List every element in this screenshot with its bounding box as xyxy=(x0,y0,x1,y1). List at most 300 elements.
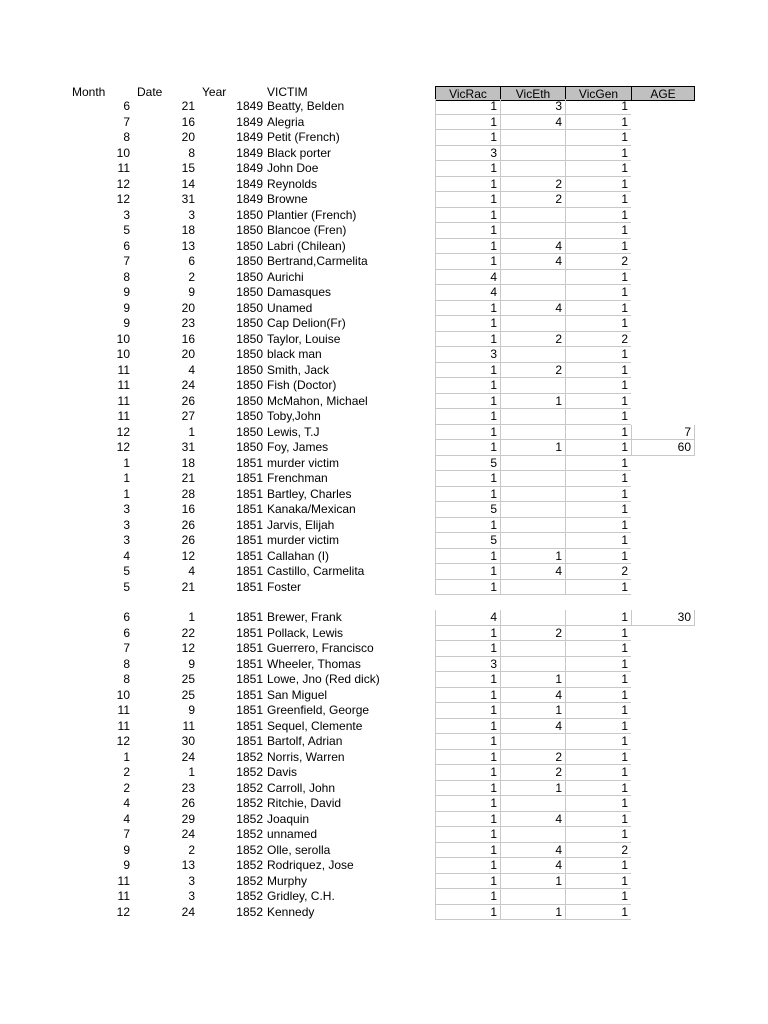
cell-age xyxy=(631,471,695,487)
cell-year: 1849 xyxy=(236,192,263,206)
cell-year: 1849 xyxy=(236,99,263,113)
cell-year: 1849 xyxy=(236,114,263,129)
cell-date: 25 xyxy=(181,687,195,702)
cell-month: 7 xyxy=(123,114,130,129)
cell-date: 20 xyxy=(181,347,195,361)
cell-year: 1852 xyxy=(236,765,263,779)
cell-victim: Lowe, Jno (Red dick) xyxy=(267,672,380,686)
cell-vicrac: 1 xyxy=(435,719,500,735)
cell-year: 1850 xyxy=(236,285,263,299)
cell-date: 20 xyxy=(181,130,195,144)
cell-age xyxy=(631,146,695,162)
table-row xyxy=(0,239,768,255)
cell-month: 11 xyxy=(117,889,130,903)
cell-vicgen: 1 xyxy=(565,471,631,487)
cell-age: 7 xyxy=(631,425,695,441)
cell-vicgen: 1 xyxy=(565,285,631,301)
cell-viceth xyxy=(500,456,565,472)
cell-date: 23 xyxy=(181,316,195,330)
cell-viceth xyxy=(500,270,565,286)
cell-age xyxy=(631,115,695,131)
cell-viceth: 4 xyxy=(500,719,565,735)
cell-viceth: 4 xyxy=(500,858,565,874)
cell-viceth xyxy=(500,347,565,363)
cell-vicgen: 1 xyxy=(565,425,631,441)
cell-month: 9 xyxy=(123,285,130,299)
cell-vicrac: 4 xyxy=(435,285,500,301)
cell-month: 3 xyxy=(123,207,130,222)
table-row xyxy=(0,843,768,859)
cell-vicgen: 1 xyxy=(565,99,631,115)
cell-vicrac: 1 xyxy=(435,641,500,657)
cell-victim: Bartley, Charles xyxy=(267,486,352,501)
cell-vicrac: 1 xyxy=(435,208,500,224)
cell-year: 1852 xyxy=(236,858,263,872)
cell-viceth xyxy=(500,378,565,394)
cell-viceth xyxy=(500,657,565,673)
cell-vicgen: 1 xyxy=(565,347,631,363)
cell-viceth: 4 xyxy=(500,843,565,859)
cell-viceth: 1 xyxy=(500,394,565,410)
cell-vicgen: 1 xyxy=(565,208,631,224)
table-row xyxy=(0,610,768,626)
cell-vicrac: 1 xyxy=(435,471,500,487)
cell-victim: Frenchman xyxy=(267,471,328,485)
cell-vicgen: 1 xyxy=(565,456,631,472)
cell-month: 11 xyxy=(117,161,130,175)
cell-viceth xyxy=(500,425,565,441)
cell-vicrac: 1 xyxy=(435,580,500,596)
table-row xyxy=(0,285,768,301)
cell-age xyxy=(631,703,695,719)
cell-date: 9 xyxy=(188,703,195,717)
table-row xyxy=(0,796,768,812)
cell-viceth: 4 xyxy=(500,115,565,131)
cell-month: 12 xyxy=(116,192,130,206)
cell-victim: Toby,John xyxy=(267,409,321,423)
cell-month: 6 xyxy=(123,99,130,113)
cell-age xyxy=(631,130,695,146)
cell-age: 30 xyxy=(631,610,695,626)
cell-viceth: 3 xyxy=(500,99,565,115)
table-row xyxy=(0,734,768,750)
cell-vicgen: 1 xyxy=(565,394,631,410)
cell-victim: Petit (French) xyxy=(267,130,340,144)
cell-victim: Jarvis, Elijah xyxy=(267,517,335,532)
cell-victim: Lewis, T.J xyxy=(267,424,320,439)
cell-vicgen: 1 xyxy=(565,223,631,239)
cell-year: 1851 xyxy=(236,579,263,594)
cell-year: 1850 xyxy=(236,238,263,253)
cell-month: 7 xyxy=(123,254,130,268)
cell-age xyxy=(631,301,695,317)
table-row xyxy=(0,564,768,580)
cell-vicgen: 2 xyxy=(565,843,631,859)
cell-viceth: 4 xyxy=(500,688,565,704)
cell-victim: Fish (Doctor) xyxy=(267,378,337,392)
cell-date: 26 xyxy=(181,796,195,810)
cell-age xyxy=(631,657,695,673)
cell-date: 16 xyxy=(181,114,195,129)
cell-viceth: 2 xyxy=(500,363,565,379)
cell-viceth xyxy=(500,641,565,657)
cell-viceth: 2 xyxy=(500,626,565,642)
cell-viceth xyxy=(500,533,565,549)
cell-vicgen: 1 xyxy=(565,115,631,131)
cell-victim: Ritchie, David xyxy=(267,796,342,810)
cell-viceth: 4 xyxy=(500,812,565,828)
cell-victim: murder victim xyxy=(267,455,340,470)
cell-vicrac: 3 xyxy=(435,657,500,673)
cell-victim: Wheeler, Thomas xyxy=(267,656,361,671)
cell-age xyxy=(631,409,695,425)
table-row xyxy=(0,347,768,363)
cell-date: 24 xyxy=(181,827,195,841)
cell-year: 1851 xyxy=(236,687,263,702)
cell-viceth xyxy=(500,223,565,239)
cell-viceth xyxy=(500,827,565,843)
cell-month: 6 xyxy=(123,610,130,624)
cell-year: 1852 xyxy=(236,873,263,888)
cell-date: 18 xyxy=(181,223,195,237)
cell-vicrac: 1 xyxy=(435,564,500,580)
cell-date: 26 xyxy=(181,393,195,408)
table-row xyxy=(0,363,768,379)
header-vicrac: VicRac xyxy=(435,86,501,101)
cell-year: 1852 xyxy=(236,749,263,764)
cell-month: 8 xyxy=(123,269,130,284)
cell-date: 8 xyxy=(188,145,195,160)
cell-year: 1850 xyxy=(236,393,263,408)
cell-vicrac: 1 xyxy=(435,703,500,719)
cell-date: 3 xyxy=(188,889,195,903)
cell-month: 10 xyxy=(116,347,130,361)
table-row xyxy=(0,657,768,673)
cell-month: 4 xyxy=(123,811,130,826)
cell-age xyxy=(631,363,695,379)
table-row xyxy=(0,177,768,193)
cell-year: 1851 xyxy=(236,471,263,485)
cell-date: 9 xyxy=(188,656,195,671)
cell-victim: San Miguel xyxy=(267,687,328,702)
cell-year: 1850 xyxy=(236,347,263,361)
cell-date: 16 xyxy=(181,331,195,346)
cell-age xyxy=(631,239,695,255)
cell-month: 9 xyxy=(123,858,130,872)
cell-victim: Davis xyxy=(267,765,298,779)
cell-age xyxy=(631,827,695,843)
cell-vicgen: 1 xyxy=(565,487,631,503)
cell-victim: Taylor, Louise xyxy=(267,331,341,346)
cell-vicgen: 1 xyxy=(565,626,631,642)
cell-month: 2 xyxy=(123,765,130,779)
cell-vicrac: 1 xyxy=(435,750,500,766)
cell-month: 11 xyxy=(117,703,130,717)
cell-victim: Gridley, C.H. xyxy=(267,889,335,903)
cell-year: 1850 xyxy=(236,378,263,392)
cell-victim: Aurichi xyxy=(267,269,304,284)
cell-victim: Carroll, John xyxy=(267,780,336,795)
cell-vicrac: 1 xyxy=(435,765,500,781)
table-row xyxy=(0,192,768,208)
cell-age xyxy=(631,487,695,503)
table-row xyxy=(0,223,768,239)
table-row xyxy=(0,874,768,890)
cell-month: 5 xyxy=(123,564,130,578)
cell-age xyxy=(631,889,695,905)
cell-age xyxy=(631,781,695,797)
cell-age xyxy=(631,285,695,301)
cell-vicgen: 1 xyxy=(565,518,631,534)
cell-year: 1852 xyxy=(236,842,263,857)
cell-viceth: 1 xyxy=(500,781,565,797)
table-row xyxy=(0,146,768,162)
cell-victim: Plantier (French) xyxy=(267,207,357,222)
cell-viceth xyxy=(500,610,565,626)
cell-age xyxy=(631,270,695,286)
cell-date: 11 xyxy=(182,718,195,733)
cell-vicrac: 1 xyxy=(435,626,500,642)
cell-month: 10 xyxy=(116,687,130,702)
cell-vicrac: 1 xyxy=(435,378,500,394)
cell-victim: Olle, serolla xyxy=(267,842,331,857)
cell-vicrac: 1 xyxy=(435,316,500,332)
table-row xyxy=(0,316,768,332)
cell-viceth xyxy=(500,796,565,812)
cell-vicgen: 2 xyxy=(565,254,631,270)
cell-date: 21 xyxy=(181,471,195,485)
cell-date: 26 xyxy=(181,517,195,532)
cell-age xyxy=(631,905,695,921)
cell-age xyxy=(631,347,695,363)
cell-date: 20 xyxy=(181,300,195,315)
cell-vicgen: 1 xyxy=(565,657,631,673)
table-row xyxy=(0,440,768,456)
cell-vicrac: 1 xyxy=(435,487,500,503)
cell-month: 10 xyxy=(116,331,130,346)
cell-viceth xyxy=(500,285,565,301)
cell-month: 6 xyxy=(123,238,130,253)
cell-year: 1850 xyxy=(236,424,263,439)
cell-date: 1 xyxy=(188,765,195,779)
cell-date: 24 xyxy=(181,749,195,764)
cell-date: 3 xyxy=(188,873,195,888)
cell-victim: Joaquin xyxy=(267,811,310,826)
cell-victim: Foy, James xyxy=(267,440,329,454)
cell-victim: Callahan (I) xyxy=(267,548,330,563)
table-row xyxy=(0,161,768,177)
cell-vicrac: 1 xyxy=(435,518,500,534)
cell-year: 1851 xyxy=(236,718,263,733)
table-row xyxy=(0,99,768,115)
cell-vicgen: 1 xyxy=(565,610,631,626)
cell-age xyxy=(631,378,695,394)
cell-vicrac: 3 xyxy=(435,347,500,363)
cell-vicrac: 1 xyxy=(435,440,500,456)
cell-month: 11 xyxy=(117,718,130,733)
cell-vicrac: 1 xyxy=(435,223,500,239)
cell-age xyxy=(631,719,695,735)
cell-viceth: 2 xyxy=(500,332,565,348)
cell-vicgen: 1 xyxy=(565,440,631,456)
cell-year: 1852 xyxy=(236,889,263,903)
cell-date: 2 xyxy=(188,842,195,857)
cell-viceth: 4 xyxy=(500,239,565,255)
cell-victim: Browne xyxy=(267,192,308,206)
table-row xyxy=(0,332,768,348)
cell-date: 15 xyxy=(181,161,195,175)
cell-month: 9 xyxy=(123,300,130,315)
cell-victim: Black porter xyxy=(267,145,332,160)
cell-year: 1850 xyxy=(236,440,263,454)
cell-victim: Bertrand,Carmelita xyxy=(267,254,368,268)
cell-vicgen: 2 xyxy=(565,564,631,580)
cell-vicgen: 1 xyxy=(565,130,631,146)
table-row xyxy=(0,672,768,688)
table-row xyxy=(0,471,768,487)
cell-viceth: 2 xyxy=(500,765,565,781)
cell-year: 1850 xyxy=(236,362,263,377)
cell-year: 1851 xyxy=(236,486,263,501)
cell-date: 30 xyxy=(181,734,195,748)
cell-victim: Kennedy xyxy=(267,904,315,919)
header-date: Date xyxy=(137,85,163,99)
cell-year: 1850 xyxy=(236,409,263,423)
cell-vicgen: 1 xyxy=(565,858,631,874)
cell-viceth: 4 xyxy=(500,564,565,580)
cell-victim: Pollack, Lewis xyxy=(267,625,344,640)
cell-age xyxy=(631,672,695,688)
cell-date: 21 xyxy=(181,579,195,594)
header-viceth: VicEth xyxy=(500,86,566,101)
cell-year: 1851 xyxy=(236,641,263,655)
cell-viceth xyxy=(500,502,565,518)
cell-month: 8 xyxy=(123,656,130,671)
cell-vicrac: 5 xyxy=(435,456,500,472)
table-row xyxy=(0,905,768,921)
table-row xyxy=(0,130,768,146)
cell-victim: Reynolds xyxy=(267,176,318,191)
table-row xyxy=(0,456,768,472)
cell-year: 1851 xyxy=(236,625,263,640)
cell-viceth xyxy=(500,487,565,503)
cell-date: 16 xyxy=(181,502,195,516)
cell-victim: Rodriquez, Jose xyxy=(267,858,354,872)
cell-month: 5 xyxy=(123,579,130,594)
cell-date: 4 xyxy=(188,362,195,377)
cell-vicgen: 1 xyxy=(565,781,631,797)
cell-viceth: 2 xyxy=(500,750,565,766)
cell-vicgen: 1 xyxy=(565,549,631,565)
cell-viceth xyxy=(500,316,565,332)
cell-vicgen: 1 xyxy=(565,889,631,905)
cell-vicgen: 1 xyxy=(565,812,631,828)
cell-viceth xyxy=(500,130,565,146)
cell-age xyxy=(631,192,695,208)
cell-vicrac: 1 xyxy=(435,363,500,379)
cell-vicrac: 1 xyxy=(435,254,500,270)
cell-vicrac: 1 xyxy=(435,409,500,425)
cell-vicgen: 1 xyxy=(565,533,631,549)
table-row xyxy=(0,549,768,565)
cell-victim: Labri (Chilean) xyxy=(267,238,346,253)
cell-year: 1850 xyxy=(236,300,263,315)
cell-age xyxy=(631,580,695,596)
table-row xyxy=(0,270,768,286)
cell-date: 1 xyxy=(188,424,195,439)
cell-victim: Murphy xyxy=(267,873,308,888)
table-row xyxy=(0,425,768,441)
cell-victim: murder victim xyxy=(267,533,340,547)
cell-viceth xyxy=(500,161,565,177)
cell-date: 12 xyxy=(181,548,195,563)
cell-month: 7 xyxy=(123,827,130,841)
cell-vicrac: 1 xyxy=(435,843,500,859)
cell-date: 22 xyxy=(181,625,195,640)
cell-vicgen: 1 xyxy=(565,750,631,766)
table-row xyxy=(0,765,768,781)
cell-month: 12 xyxy=(116,176,130,191)
cell-victim: John Doe xyxy=(267,161,319,175)
cell-year: 1850 xyxy=(236,223,263,237)
cell-age xyxy=(631,161,695,177)
cell-viceth xyxy=(500,208,565,224)
cell-year: 1851 xyxy=(236,656,263,671)
cell-month: 11 xyxy=(117,409,130,423)
cell-victim: Guerrero, Francisco xyxy=(267,641,374,655)
cell-month: 12 xyxy=(116,440,130,454)
cell-age xyxy=(631,549,695,565)
cell-month: 9 xyxy=(123,842,130,857)
cell-date: 26 xyxy=(181,533,195,547)
cell-year: 1851 xyxy=(236,564,263,578)
cell-vicgen: 1 xyxy=(565,641,631,657)
table-row xyxy=(0,827,768,843)
cell-year: 1851 xyxy=(236,610,263,624)
cell-viceth: 1 xyxy=(500,703,565,719)
table-row xyxy=(0,858,768,874)
cell-month: 2 xyxy=(123,780,130,795)
cell-vicrac: 4 xyxy=(435,610,500,626)
cell-year: 1850 xyxy=(236,316,263,330)
cell-age xyxy=(631,502,695,518)
cell-age xyxy=(631,254,695,270)
cell-vicgen: 1 xyxy=(565,796,631,812)
cell-vicrac: 5 xyxy=(435,533,500,549)
cell-vicgen: 1 xyxy=(565,827,631,843)
cell-victim: McMahon, Michael xyxy=(267,393,368,408)
cell-viceth: 1 xyxy=(500,905,565,921)
cell-year: 1849 xyxy=(236,161,263,175)
cell-date: 4 xyxy=(188,564,195,578)
cell-date: 24 xyxy=(181,378,195,392)
cell-month: 12 xyxy=(116,904,130,919)
cell-age xyxy=(631,688,695,704)
cell-month: 3 xyxy=(123,533,130,547)
cell-vicrac: 1 xyxy=(435,99,500,115)
table-row xyxy=(0,502,768,518)
cell-date: 18 xyxy=(181,455,195,470)
cell-date: 23 xyxy=(181,780,195,795)
table-row xyxy=(0,719,768,735)
cell-vicgen: 1 xyxy=(565,502,631,518)
cell-vicrac: 1 xyxy=(435,394,500,410)
cell-vicrac: 1 xyxy=(435,889,500,905)
cell-month: 9 xyxy=(123,316,130,330)
cell-age xyxy=(631,812,695,828)
cell-vicrac: 1 xyxy=(435,734,500,750)
cell-month: 8 xyxy=(123,672,130,686)
